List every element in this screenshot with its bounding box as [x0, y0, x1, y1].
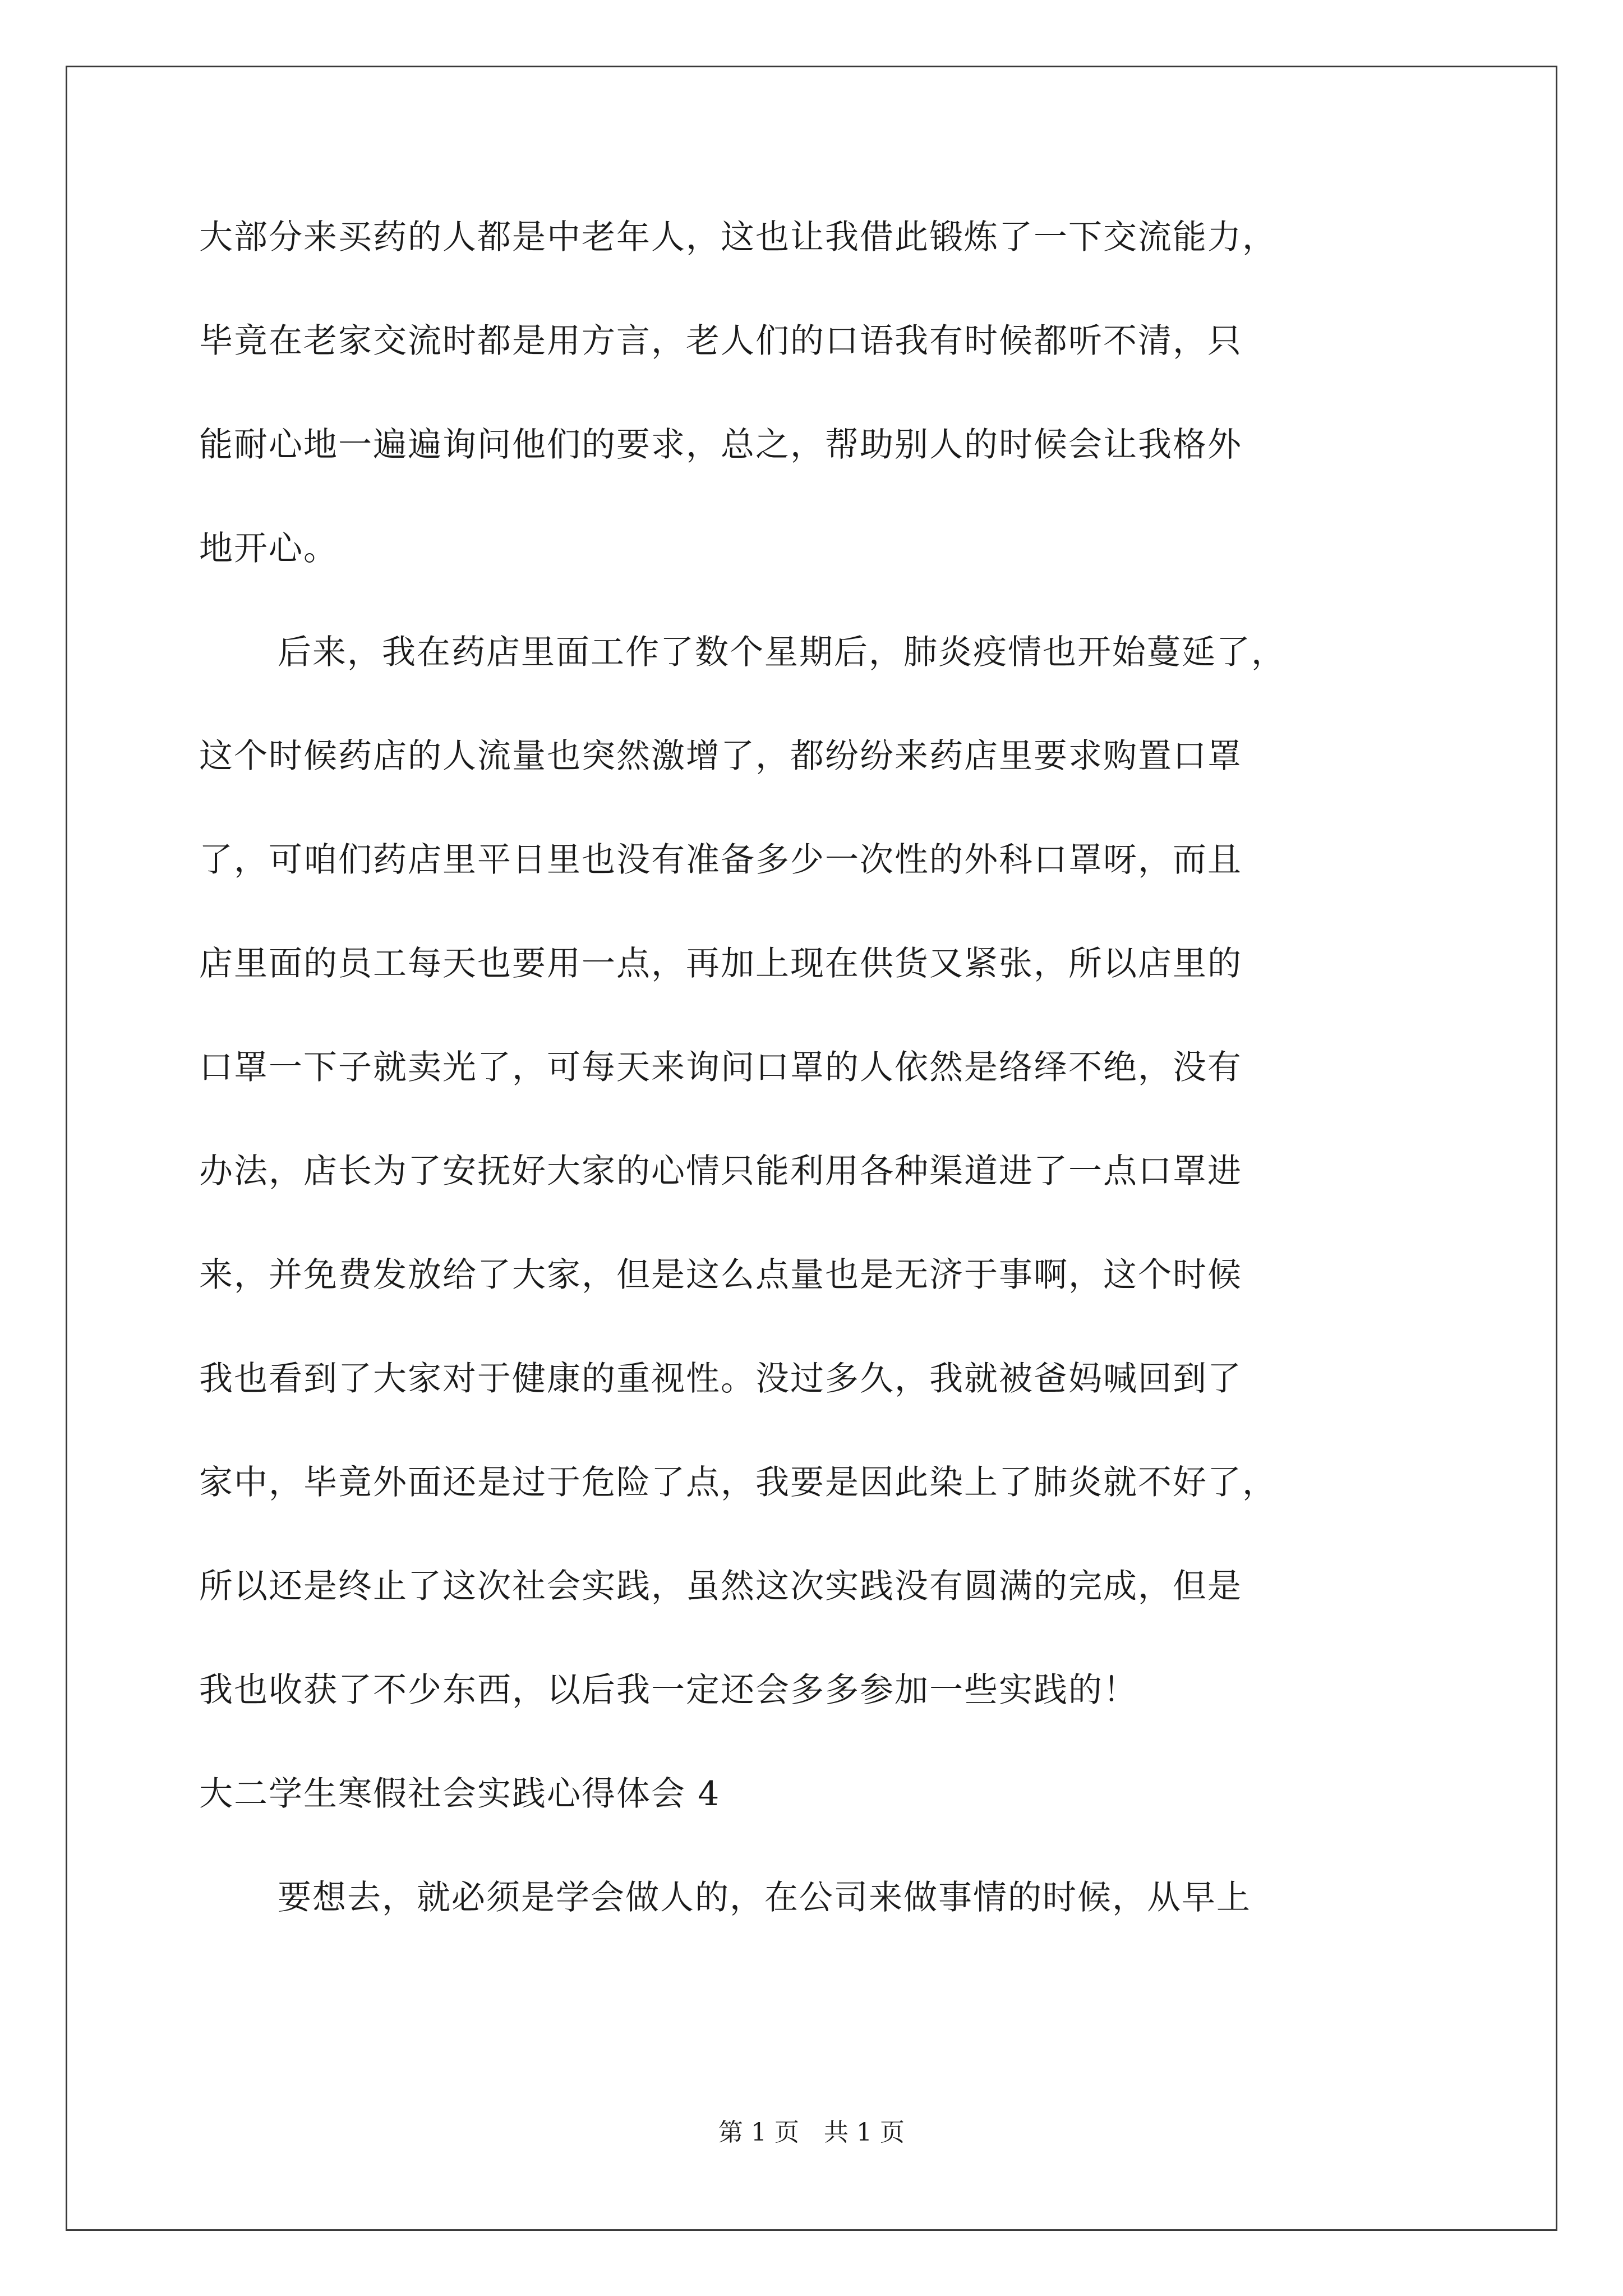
body-line: 我也收获了不少东西，以后我一定还会多多参加一些实践的！	[199, 1671, 1138, 1710]
body-line: 大部分来买药的人都是中老年人，这也让我借此锻炼了一下交流能力，	[199, 218, 1277, 257]
section-heading: 大二学生寒假社会实践心得体会 4	[199, 1774, 721, 1814]
body-line: 这个时候药店的人流量也突然激增了，都纷纷来药店里要求购置口罩	[199, 737, 1242, 776]
body-line: 了，可咱们药店里平日里也没有准备多少一次性的外科口罩呀，而且	[199, 840, 1242, 880]
paragraph-start-line: 要想去，就必须是学会做人的，在公司来做事情的时候，从早上	[278, 1878, 1251, 1917]
body-line: 办法，店长为了安抚好大家的心情只能利用各种渠道进了一点口罩进	[199, 1152, 1242, 1191]
body-line: 口罩一下子就卖光了，可每天来询问口罩的人依然是络绎不绝，没有	[199, 1048, 1242, 1087]
body-line: 能耐心地一遍遍询问他们的要求，总之，帮助别人的时候会让我格外	[199, 425, 1242, 464]
body-line: 来，并免费发放给了大家，但是这么点量也是无济于事啊，这个时候	[199, 1255, 1242, 1295]
body-line: 毕竟在老家交流时都是用方言，老人们的口语我有时候都听不清，只	[199, 321, 1242, 361]
page-footer: 第 1 页 共 1 页	[718, 2118, 905, 2147]
body-line: 店里面的员工每天也要用一点，再加上现在供货又紧张，所以店里的	[199, 944, 1242, 983]
body-line: 我也看到了大家对于健康的重视性。没过多久，我就被爸妈喊回到了	[199, 1359, 1242, 1398]
body-line: 家中，毕竟外面还是过于危险了点，我要是因此染上了肺炎就不好了，	[199, 1463, 1277, 1502]
body-line: 所以还是终止了这次社会实践，虽然这次实践没有圆满的完成，但是	[199, 1567, 1242, 1606]
paragraph-start-line: 后来，我在药店里面工作了数个星期后，肺炎疫情也开始蔓延了，	[278, 633, 1286, 672]
body-line: 地开心。	[199, 529, 338, 568]
